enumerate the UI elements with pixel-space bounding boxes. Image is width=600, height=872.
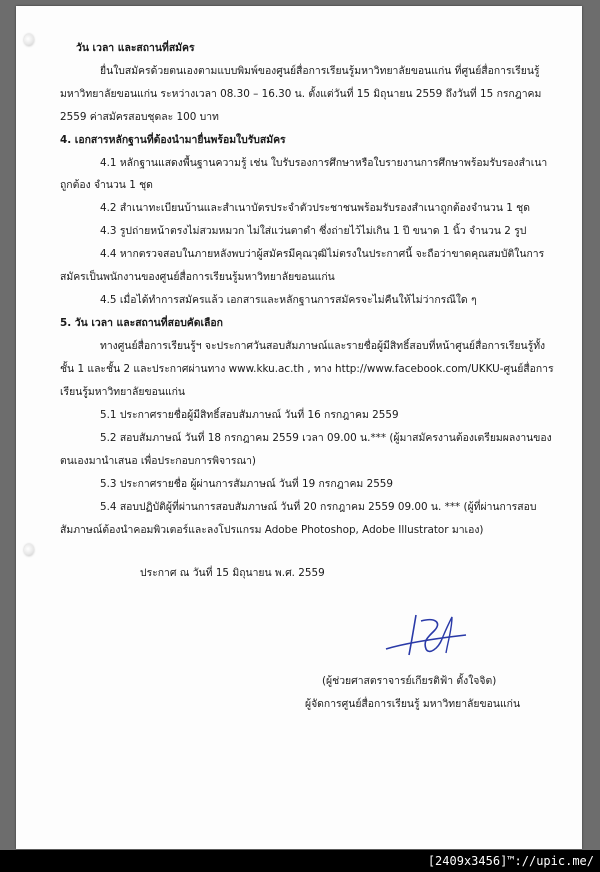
paragraph-line: ยื่นใบสมัครด้วยตนเองตามแบบพิมพ์ของศูนย์สื่อการเรียนรู้มหาวิทยาลัยขอนแก่น ที่ศูนย์สื่อการเรียนรู้ [100,65,540,77]
list-item: 4.2 สำเนาทะเบียนบ้านและสำเนาบัตรประจำตัวประชาชนพร้อมรับรองสำเนาถูกต้องจำนวน 1 ชุด [100,202,530,214]
footer-text: [2409x3456]™://upic.me/ [427,854,594,868]
section-3-heading: วัน เวลา และสถานที่สมัคร [76,42,195,54]
paragraph-line: 2559 ค่าสมัครสอบชุดละ 100 บาท [60,111,219,123]
punch-hole [24,34,34,46]
list-item: ตนเองมานำเสนอ เพื่อประกอบการพิจารณา) [60,455,256,467]
list-item: 5.2 สอบสัมภาษณ์ วันที่ 18 กรกฎาคม 2559 เวลา 09.00 น.*** (ผู้มาสมัครงานต้องเตรียมผลงานของ [100,432,552,444]
signature-image [376,609,476,669]
section-4-heading: 4. เอกสารหลักฐานที่ต้องนำมายื่นพร้อมใบรับสมัคร [60,134,286,146]
paragraph-line: ทางศูนย์สื่อการเรียนรู้ฯ จะประกาศวันสอบสัมภาษณ์และรายชื่อผู้มีสิทธิ์สอบที่หน้าศูนย์สื่อการเรียนรู้ทั้ง [100,340,546,352]
list-item: 5.3 ประกาศรายชื่อ ผู้ผ่านการสัมภาษณ์ วันที่ 19 กรกฎาคม 2559 [100,478,394,490]
viewer-footer [0,850,600,872]
document-page [16,6,582,849]
section-5-heading: 5. วัน เวลา และสถานที่สอบคัดเลือก [60,317,223,329]
list-item: สมัครเป็นพนักงานของศูนย์สื่อการเรียนรู้มหาวิทยาลัยขอนแก่น [60,271,335,283]
list-item: 4.3 รูปถ่ายหน้าตรงไม่สวมหมวก ไม่ใส่แว่นตาดำ ซึ่งถ่ายไว้ไม่เกิน 1 ปี ขนาด 1 นิ้ว จำนวน 2 รูป [100,225,527,237]
list-item: สัมภาษณ์ต้องนำคอมพิวเตอร์และลงโปรแกรม Adobe Photoshop, Adobe Illustrator มาเอง) [60,524,484,536]
punch-holes [24,6,36,849]
list-item: 5.1 ประกาศรายชื่อผู้มีสิทธิ์สอบสัมภาษณ์ วันที่ 16 กรกฎาคม 2559 [100,409,399,421]
list-item: 5.4 สอบปฏิบัติผู้ที่ผ่านการสอบสัมภาษณ์ วันที่ 20 กรกฎาคม 2559 09.00 น. *** (ผู้ที่ผ่านการสอบ [100,501,537,513]
list-item: 4.5 เมื่อได้ทำการสมัครแล้ว เอกสารและหลักฐานการสมัครจะไม่คืนให้ไม่ว่ากรณีใด ๆ [100,294,477,306]
paragraph-line: ชั้น 1 และชั้น 2 และประกาศผ่านทาง www.kku.ac.th , ทาง http://www.facebook.com/UKKU-ศูนย์สื่อการ [60,363,554,375]
list-item: ถูกต้อง จำนวน 1 ชุด [60,179,153,191]
signatory-name: (ผู้ช่วยศาสตราจารย์เกียรติฟ้า ตั้งใจจิต) [322,675,497,687]
paragraph-line: เรียนรู้มหาวิทยาลัยขอนแก่น [60,386,186,398]
paragraph-line: มหาวิทยาลัยขอนแก่น ระหว่างเวลา 08.30 – 16.30 น. ตั้งแต่วันที่ 15 มิถุนายน 2559 ถึงวันที่ 15 กรกฎาคม [60,88,542,100]
announcement-date: ประกาศ ณ วันที่ 15 มิถุนายน พ.ศ. 2559 [140,567,325,579]
list-item: 4.1 หลักฐานแสดงพื้นฐานความรู้ เช่น ใบรับรองการศึกษาหรือใบรายงานการศึกษาพร้อมรับรองสำเนา [100,157,548,169]
punch-hole [24,544,34,556]
list-item: 4.4 หากตรวจสอบในภายหลังพบว่าผู้สมัครมีคุณวุฒิไม่ตรงในประกาศนี้ จะถือว่าขาดคุณสมบัติในการ [100,248,545,260]
signatory-position: ผู้จัดการศูนย์สื่อการเรียนรู้ มหาวิทยาลัยขอนแก่น [305,698,521,710]
